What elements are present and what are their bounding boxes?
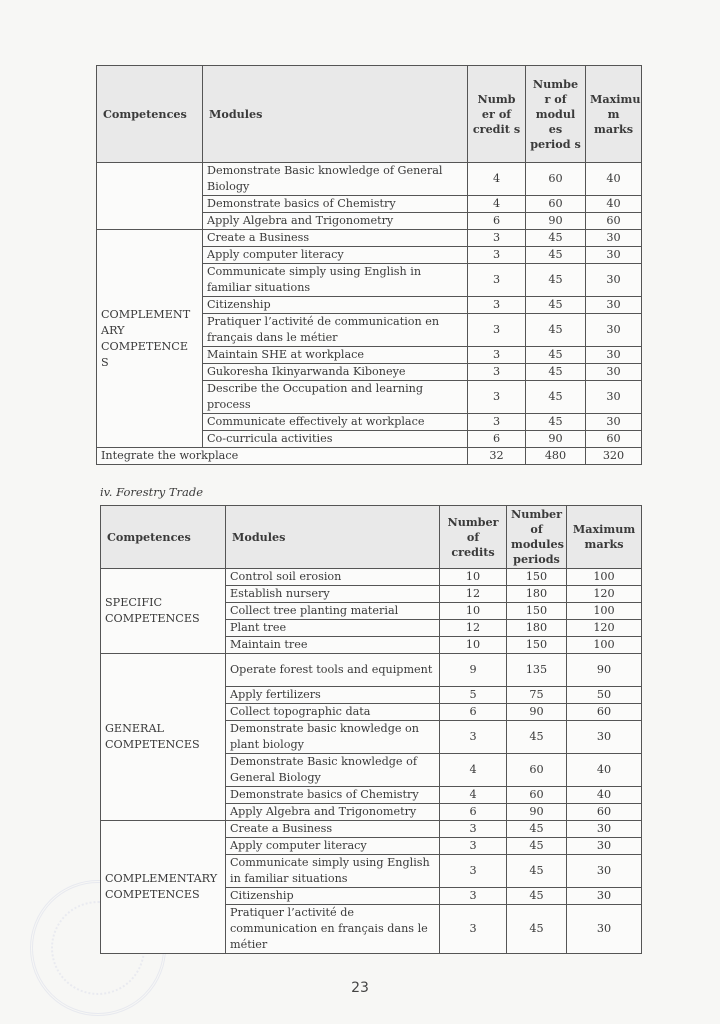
marks-cell: 30: [567, 821, 642, 838]
header-periods: Number of modules periods: [507, 506, 567, 569]
marks-cell: 30: [567, 838, 642, 855]
section-caption: iv. Forestry Trade: [100, 485, 204, 499]
module-cell: Create a Business: [226, 821, 440, 838]
module-cell: Maintain tree: [226, 637, 440, 654]
module-cell: Citizenship: [226, 888, 440, 905]
module-cell: Citizenship: [203, 297, 468, 314]
module-cell: Collect tree planting material: [226, 603, 440, 620]
competence-group-cell: COMPLEMENTARY COMPETENCES: [101, 821, 226, 954]
table-row: [101, 654, 642, 687]
header-modules: Modules: [226, 506, 440, 569]
header-credits: Number of credits: [440, 506, 507, 569]
periods-cell: 45: [526, 414, 586, 431]
credits-cell: 12: [440, 586, 507, 603]
credits-cell: 3: [468, 414, 526, 431]
marks-cell: 30: [586, 381, 642, 414]
marks-cell: 30: [586, 247, 642, 264]
marks-cell: 40: [586, 163, 642, 196]
marks-cell: 30: [567, 888, 642, 905]
competence-group-cell: COMPLEMENT ARY COMPETENCE S: [97, 230, 203, 448]
page-number: 23: [351, 980, 369, 996]
credits-cell: 4: [440, 754, 507, 787]
credits-cell: 6: [440, 704, 507, 721]
credits-cell: 4: [440, 787, 507, 804]
credits-cell: 3: [468, 230, 526, 247]
credits-cell: 3: [440, 888, 507, 905]
credits-cell: 6: [440, 804, 507, 821]
header-periods: Numbe r of modul es period s: [526, 66, 586, 163]
credits-cell: 4: [468, 163, 526, 196]
module-cell: Establish nursery: [226, 586, 440, 603]
credits-cell: 3: [468, 247, 526, 264]
marks-cell: 30: [567, 855, 642, 888]
periods-cell: 45: [507, 855, 567, 888]
marks-cell: 40: [567, 787, 642, 804]
header-competences: Competences: [97, 66, 203, 163]
marks-cell: 60: [586, 431, 642, 448]
module-cell: Communicate effectively at workplace: [203, 414, 468, 431]
table-row: [101, 821, 642, 838]
credits-cell: 4: [468, 196, 526, 213]
module-cell: Operate forest tools and equipment: [226, 654, 440, 687]
marks-cell: 30: [567, 905, 642, 954]
periods-cell: 45: [526, 364, 586, 381]
total-periods: 480: [526, 448, 586, 465]
periods-cell: 45: [507, 905, 567, 954]
marks-cell: 120: [567, 586, 642, 603]
marks-cell: 30: [586, 414, 642, 431]
module-cell: Gukoresha Ikinyarwanda Kiboneye: [203, 364, 468, 381]
module-cell: Demonstrate Basic knowledge of General Biology: [203, 163, 468, 196]
periods-cell: 45: [507, 821, 567, 838]
credits-cell: 3: [440, 905, 507, 954]
module-cell: Describe the Occupation and learning process: [203, 381, 468, 414]
periods-cell: 45: [526, 347, 586, 364]
marks-cell: 100: [567, 603, 642, 620]
module-cell: Demonstrate basic knowledge on plant biology: [226, 721, 440, 754]
marks-cell: 30: [586, 347, 642, 364]
competence-group-cell: GENERAL COMPETENCES: [101, 654, 226, 821]
table-row: [97, 230, 642, 247]
competence-group-cell: [97, 163, 203, 230]
credits-cell: 6: [468, 431, 526, 448]
marks-cell: 120: [567, 620, 642, 637]
marks-cell: 30: [586, 314, 642, 347]
module-cell: Create a Business: [203, 230, 468, 247]
periods-cell: 180: [507, 620, 567, 637]
periods-cell: 150: [507, 569, 567, 586]
marks-cell: 30: [586, 297, 642, 314]
marks-cell: 40: [567, 754, 642, 787]
periods-cell: 45: [507, 888, 567, 905]
table-header-row: [101, 506, 642, 569]
credits-cell: 6: [468, 213, 526, 230]
module-cell: Pratiquer l’activité de communication en français dans le métier: [203, 314, 468, 347]
credits-cell: 3: [468, 364, 526, 381]
periods-cell: 90: [507, 804, 567, 821]
periods-cell: 45: [526, 264, 586, 297]
marks-cell: 60: [567, 804, 642, 821]
periods-cell: 45: [526, 381, 586, 414]
periods-cell: 45: [526, 297, 586, 314]
header-competences: Competences: [101, 506, 226, 569]
periods-cell: 45: [526, 314, 586, 347]
module-cell: Apply computer literacy: [203, 247, 468, 264]
marks-cell: 60: [567, 704, 642, 721]
periods-cell: 60: [526, 163, 586, 196]
periods-cell: 135: [507, 654, 567, 687]
credits-cell: 3: [440, 838, 507, 855]
module-cell: Apply fertilizers: [226, 687, 440, 704]
credits-cell: 9: [440, 654, 507, 687]
forestry-trade-table: [100, 505, 642, 954]
periods-cell: 60: [526, 196, 586, 213]
credits-cell: 3: [440, 855, 507, 888]
credits-cell: 3: [440, 821, 507, 838]
credits-cell: 3: [468, 314, 526, 347]
table-row: [97, 163, 642, 196]
marks-cell: 40: [586, 196, 642, 213]
credits-cell: 10: [440, 603, 507, 620]
marks-cell: 30: [586, 230, 642, 247]
total-marks: 320: [586, 448, 642, 465]
marks-cell: 60: [586, 213, 642, 230]
marks-cell: 30: [567, 721, 642, 754]
credits-cell: 3: [468, 297, 526, 314]
credits-cell: 3: [468, 264, 526, 297]
periods-cell: 45: [526, 247, 586, 264]
modules-table-continued: [96, 65, 642, 465]
periods-cell: 45: [526, 230, 586, 247]
periods-cell: 90: [507, 704, 567, 721]
total-label: Integrate the workplace: [97, 448, 468, 465]
marks-cell: 90: [567, 654, 642, 687]
header-marks: Maximu m marks: [586, 66, 642, 163]
module-cell: Communicate simply using English in familiar situations: [226, 855, 440, 888]
periods-cell: 45: [507, 838, 567, 855]
credits-cell: 3: [440, 721, 507, 754]
periods-cell: 150: [507, 637, 567, 654]
module-cell: Plant tree: [226, 620, 440, 637]
module-cell: Control soil erosion: [226, 569, 440, 586]
periods-cell: 90: [526, 213, 586, 230]
marks-cell: 50: [567, 687, 642, 704]
module-cell: Demonstrate basics of Chemistry: [203, 196, 468, 213]
module-cell: Apply Algebra and Trigonometry: [226, 804, 440, 821]
marks-cell: 100: [567, 637, 642, 654]
periods-cell: 90: [526, 431, 586, 448]
module-cell: Maintain SHE at workplace: [203, 347, 468, 364]
credits-cell: 3: [468, 347, 526, 364]
module-cell: Demonstrate basics of Chemistry: [226, 787, 440, 804]
header-marks: Maximum marks: [567, 506, 642, 569]
periods-cell: 60: [507, 787, 567, 804]
module-cell: Apply computer literacy: [226, 838, 440, 855]
credits-cell: 10: [440, 637, 507, 654]
marks-cell: 30: [586, 364, 642, 381]
credits-cell: 5: [440, 687, 507, 704]
credits-cell: 10: [440, 569, 507, 586]
table-header-row: [97, 66, 642, 163]
module-cell: Communicate simply using English in familiar situations: [203, 264, 468, 297]
module-cell: Collect topographic data: [226, 704, 440, 721]
periods-cell: 60: [507, 754, 567, 787]
module-cell: Demonstrate Basic knowledge of General Biology: [226, 754, 440, 787]
total-row: [97, 448, 642, 465]
credits-cell: 3: [468, 381, 526, 414]
marks-cell: 100: [567, 569, 642, 586]
competence-group-cell: SPECIFIC COMPETENCES: [101, 569, 226, 654]
module-cell: Co-curricula activities: [203, 431, 468, 448]
periods-cell: 75: [507, 687, 567, 704]
periods-cell: 45: [507, 721, 567, 754]
module-cell: Apply Algebra and Trigonometry: [203, 213, 468, 230]
module-cell: Pratiquer l’activité de communication en français dans le métier: [226, 905, 440, 954]
total-credits: 32: [468, 448, 526, 465]
table-row: [101, 569, 642, 586]
periods-cell: 180: [507, 586, 567, 603]
header-credits: Numb er of credit s: [468, 66, 526, 163]
marks-cell: 30: [586, 264, 642, 297]
header-modules: Modules: [203, 66, 468, 163]
periods-cell: 150: [507, 603, 567, 620]
credits-cell: 12: [440, 620, 507, 637]
